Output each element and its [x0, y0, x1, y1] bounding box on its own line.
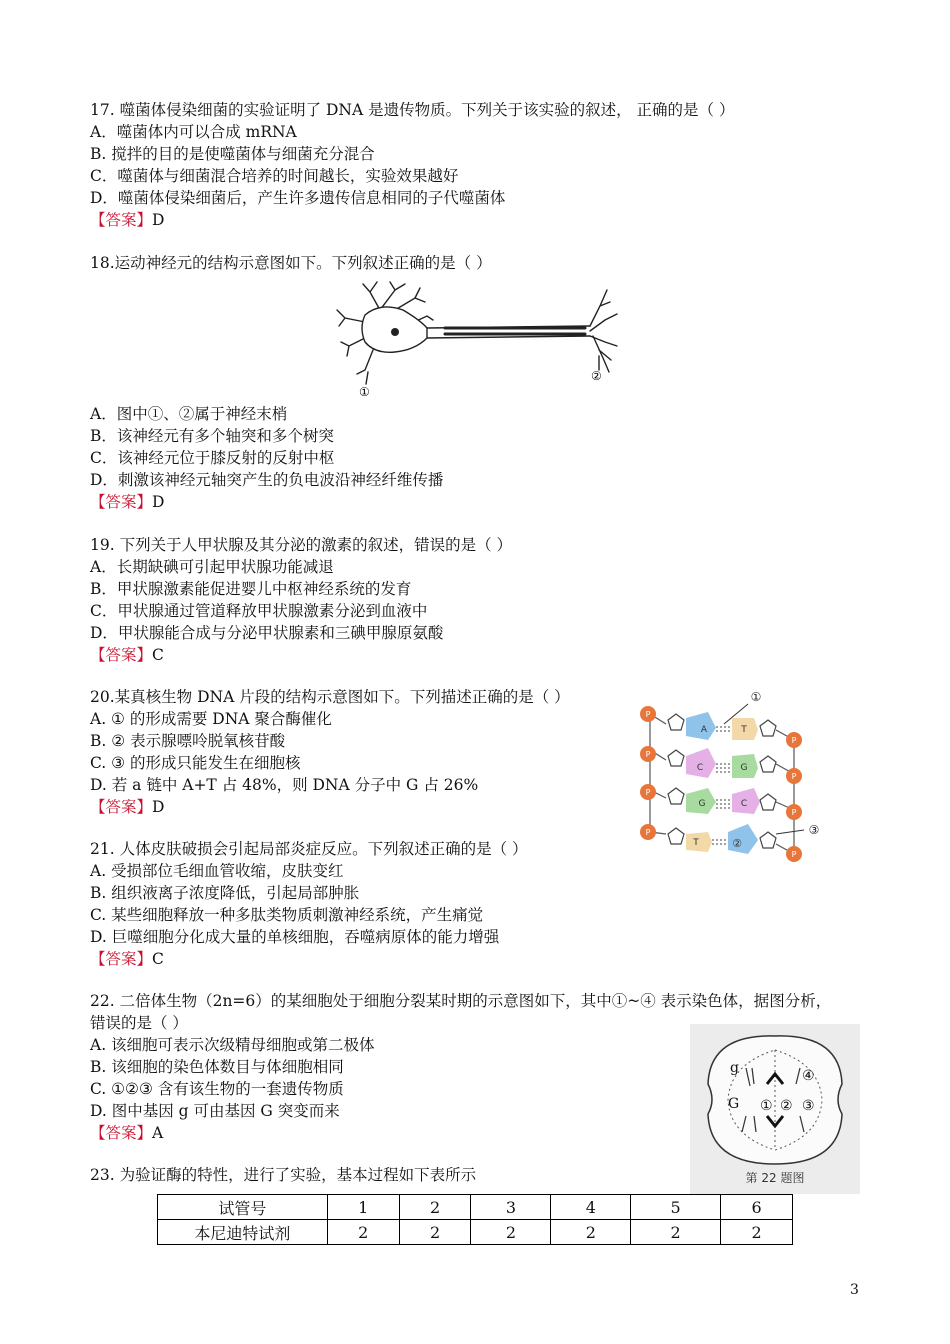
answer-label: 【答案】	[90, 950, 153, 968]
experiment-table	[157, 1194, 793, 1245]
answer-value: A	[152, 1124, 164, 1142]
answer-value: C	[152, 646, 164, 664]
answer-label: 【答案】	[90, 493, 153, 511]
base-label: A	[700, 725, 708, 735]
table-cell: 2	[399, 1220, 471, 1245]
chromosome-mark-2: ②	[780, 1098, 793, 1114]
q17-option-b: B. 搅拌的目的是使噬菌体与细菌充分混合	[90, 145, 375, 163]
base-label: G	[698, 799, 706, 809]
neuron-label-2: ②	[591, 369, 602, 383]
phosphate-label: P	[791, 808, 797, 817]
dna-structure-diagram	[636, 684, 826, 870]
q17-option-a: A．噬菌体内可以合成 mRNA	[90, 123, 297, 141]
q21-option-b: B. 组织液离子浓度降低，引起局部肿胀	[90, 884, 360, 902]
nucleus	[391, 328, 399, 336]
q17-answer	[90, 210, 164, 230]
table-row	[158, 1220, 793, 1245]
table-cell: 2	[471, 1220, 551, 1245]
q20-option-c: C. ③ 的形成只能发生在细胞核	[90, 754, 301, 772]
base-label: C	[740, 799, 748, 809]
page-number: 3	[850, 1282, 859, 1298]
q22-option-a: A. 该细胞可表示次级精母细胞或第二极体	[90, 1036, 375, 1054]
q18-option-a: A．图中①、②属于神经末梢	[90, 405, 288, 423]
chromosome-mark-4: ④	[802, 1068, 815, 1084]
phosphate-label: P	[645, 828, 651, 837]
q22-stem-line1: 22. 二倍体生物（2n=6）的某细胞处于细胞分裂某时期的示意图如下，其中①~④ 表示染色体，据图分析，	[90, 992, 832, 1010]
q22-stem-line2: 错误的是（ ）	[90, 1014, 188, 1032]
q21-option-c: C. 某些细胞释放一种多肽类物质刺激神经系统，产生痛觉	[90, 906, 484, 924]
neuron-label-1: ①	[359, 385, 370, 399]
q20-stem: 20.某真核生物 DNA 片段的结构示意图如下。下列描述正确的是（ ）	[90, 688, 570, 706]
tube-number: 1	[327, 1195, 399, 1220]
tube-number: 6	[721, 1195, 793, 1220]
table-row-label: 本尼迪特试剂	[158, 1220, 328, 1245]
table-cell: 2	[551, 1220, 631, 1245]
answer-label: 【答案】	[90, 1124, 153, 1142]
dna-label-3: ③	[808, 823, 820, 837]
q21-answer	[90, 949, 164, 969]
tube-number: 3	[471, 1195, 551, 1220]
chromosome-mark-1: ①	[760, 1098, 773, 1114]
q20-option-b: B. ② 表示腺嘌呤脱氧核苷酸	[90, 732, 286, 750]
q22-option-b: B. 该细胞的染色体数目与体细胞相同	[90, 1058, 344, 1076]
phosphate-label: P	[645, 750, 651, 759]
q17-option-d: D．噬菌体侵染细菌后，产生许多遗传信息相同的子代噬菌体	[90, 189, 506, 207]
q19-option-c: C．甲状腺通过管道释放甲状腺激素分泌到血液中	[90, 602, 428, 620]
answer-label: 【答案】	[90, 798, 153, 816]
phosphate-label: P	[645, 710, 651, 719]
base-label: C	[696, 763, 704, 773]
q18-stem: 18.运动神经元的结构示意图如下。下列叙述正确的是（ ）	[90, 254, 492, 272]
q21-option-a: A. 受损部位毛细血管收缩，皮肤变红	[90, 862, 344, 880]
neuron-diagram	[335, 280, 620, 400]
table-row	[158, 1195, 793, 1220]
q22-option-d: D. 图中基因 g 可由基因 G 突变而来	[90, 1102, 340, 1120]
gene-G-label: G	[728, 1096, 740, 1112]
base-label: T	[693, 838, 699, 848]
tube-number: 5	[631, 1195, 721, 1220]
q19-option-b: B．甲状腺激素能促进婴儿中枢神经系统的发育	[90, 580, 412, 598]
phosphate-label: P	[645, 788, 651, 797]
q19-option-d: D．甲状腺能合成与分泌甲状腺素和三碘甲腺原氨酸	[90, 624, 444, 642]
q18-option-b: B．该神经元有多个轴突和多个树突	[90, 427, 334, 445]
q17-stem: 17. 噬菌体侵染细菌的实验证明了 DNA 是遗传物质。下列关于该实验的叙述， 正确的是（ ）	[90, 101, 735, 119]
dna-label-1: ①	[750, 690, 762, 704]
answer-value: C	[152, 950, 164, 968]
q18-option-d: D．刺激该神经元轴突产生的负电波沿神经纤维传播	[90, 471, 444, 489]
base-label: G	[740, 763, 748, 773]
q21-stem: 21. 人体皮肤破损会引起局部炎症反应。下列叙述正确的是（ ）	[90, 840, 528, 858]
q20-option-a: A. ① 的形成需要 DNA 聚合酶催化	[90, 710, 332, 728]
phosphate-label: P	[791, 772, 797, 781]
q18-option-c: C．该神经元位于膝反射的反射中枢	[90, 449, 335, 467]
q17-option-c: C．噬菌体与细菌混合培养的时间越长，实验效果越好	[90, 167, 459, 185]
answer-value: D	[152, 211, 165, 229]
q21-option-d: D. 巨噬细胞分化成大量的单核细胞，吞噬病原体的能力增强	[90, 928, 500, 946]
phosphate-label: P	[791, 850, 797, 859]
figure-caption: 第 22 题图	[745, 1171, 805, 1185]
q20-option-d: D. 若 a 链中 A+T 占 48%，则 DNA 分子中 G 占 26%	[90, 776, 479, 794]
answer-label: 【答案】	[90, 211, 153, 229]
table-cell: 2	[327, 1220, 399, 1245]
tube-number: 4	[551, 1195, 631, 1220]
answer-value: D	[152, 493, 165, 511]
answer-label: 【答案】	[90, 646, 153, 664]
q20-answer	[90, 797, 164, 817]
q18-answer	[90, 492, 164, 512]
q19-answer	[90, 645, 164, 665]
tube-number: 2	[399, 1195, 471, 1220]
table-cell: 2	[721, 1220, 793, 1245]
answer-value: D	[152, 798, 165, 816]
q19-stem: 19. 下列关于人甲状腺及其分泌的激素的叙述，错误的是（ ）	[90, 536, 513, 554]
table-header-cell: 试管号	[158, 1195, 328, 1220]
base-label: ②	[732, 837, 742, 850]
q23-stem: 23. 为验证酶的特性，进行了实验，基本过程如下表所示	[90, 1166, 477, 1184]
chromosome-mark-3: ③	[802, 1098, 815, 1114]
q19-option-a: A．长期缺碘可引起甲状腺功能减退	[90, 558, 334, 576]
base-label: T	[741, 725, 747, 735]
q22-option-c: C. ①②③ 含有该生物的一套遗传物质	[90, 1080, 344, 1098]
gene-g-label: g	[730, 1060, 739, 1076]
table-cell: 2	[631, 1220, 721, 1245]
q22-answer	[90, 1123, 163, 1143]
phosphate-label: P	[791, 736, 797, 745]
cell-division-diagram	[690, 1024, 860, 1194]
